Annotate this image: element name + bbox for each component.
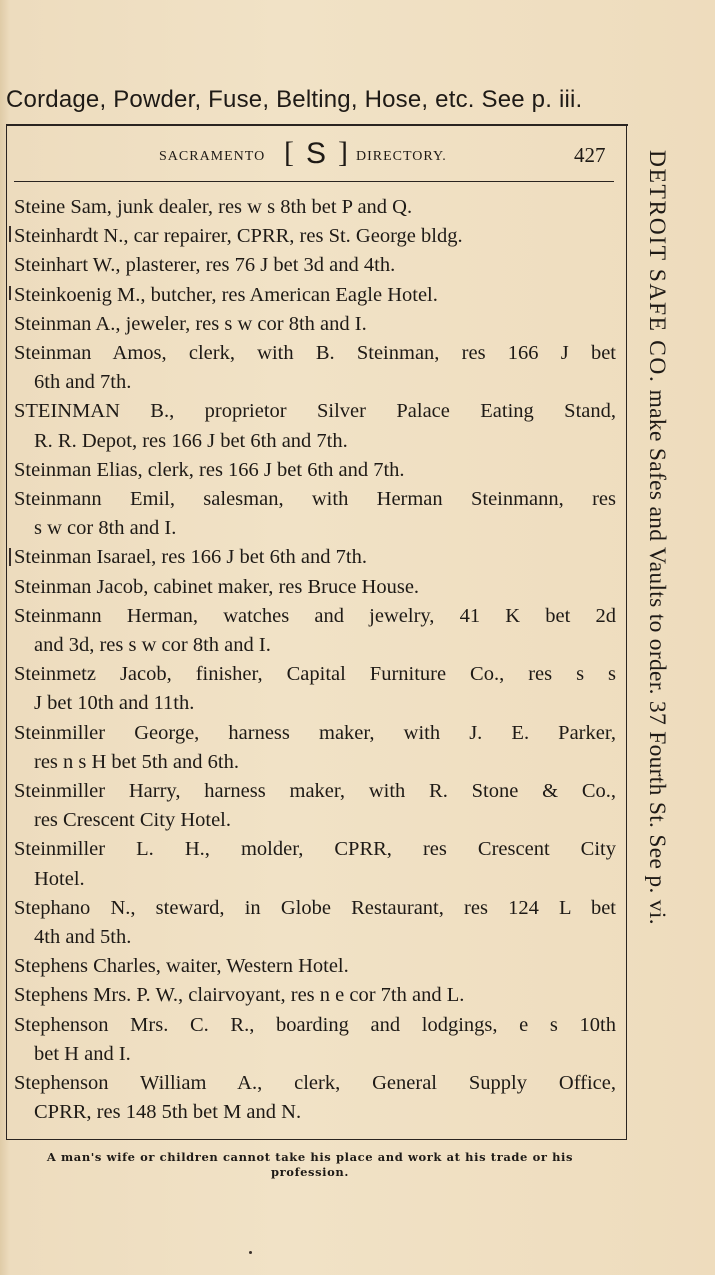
page-speck (249, 1251, 252, 1254)
entry-line: Stephano N., steward, in Globe Restaurant, res 124 L bet (14, 896, 616, 919)
entry-line: STEINMAN B., proprietor Silver Palace Eating Stand, (14, 400, 616, 423)
running-head-right-bracket: ] (338, 136, 348, 169)
margin-mark (9, 226, 11, 242)
margin-mark (9, 548, 11, 566)
frame-top-rule (6, 124, 628, 126)
frame-right-rule (626, 124, 627, 1140)
page-number: 427 (574, 143, 606, 167)
entry-line: Stephens Mrs. P. W., clairvoyant, res n e cor 7th and L. (14, 984, 465, 1007)
running-head-left-bracket: [ (284, 136, 294, 169)
entry-line: Steinmiller Harry, harness maker, with R. Stone & Co., (14, 780, 616, 803)
entry-line: Stephenson William A., clerk, General Supply Office, (14, 1072, 616, 1095)
running-head-title: DIRECTORY. (356, 149, 447, 164)
side-advert (640, 150, 674, 1125)
entry-continuation-line: CPRR, res 148 5th bet M and N. (34, 1101, 302, 1124)
entry-line: Steinmiller L. H., molder, CPRR, res Crescent City (14, 838, 616, 861)
entry-line: Stephenson Mrs. C. R., boarding and lodgings, e s 10th (14, 1013, 616, 1036)
entry-continuation-line: Hotel. (34, 867, 85, 890)
running-head-section-letter: S (306, 137, 327, 170)
entry-continuation-line: and 3d, res s w cor 8th and I. (34, 634, 271, 657)
side-advert-text: make Safes and Vaults to order. 37 Fourth St. See p. vi. (644, 383, 670, 925)
directory-entry (14, 719, 616, 777)
entry-line: Steinkoenig M., butcher, res American Eagle Hotel. (14, 283, 438, 306)
directory-entry (14, 485, 616, 543)
entry-line: Steinman A., jeweler, res s w cor 8th and I. (14, 312, 367, 335)
entry-continuation-line: res Crescent City Hotel. (34, 809, 231, 832)
entry-continuation-line: R. R. Depot, res 166 J bet 6th and 7th. (34, 429, 348, 452)
directory-entries (14, 193, 616, 1128)
directory-entry (14, 602, 616, 660)
directory-entry (14, 952, 616, 981)
directory-entry (14, 339, 616, 397)
side-advert-company: DETROIT SAFE CO. (644, 150, 670, 384)
directory-entry (14, 981, 616, 1010)
directory-entry (14, 660, 616, 718)
entry-line: Steinman Amos, clerk, with B. Steinman, res 166 J bet (14, 342, 616, 365)
margin-mark (9, 286, 11, 300)
directory-entry (14, 894, 616, 952)
running-head-rule (14, 181, 614, 182)
entry-continuation-line: bet H and I. (34, 1042, 131, 1065)
frame-left-rule (6, 124, 7, 1140)
entry-line: Steinhardt N., car repairer, CPRR, res St. George bldg. (14, 225, 463, 248)
entry-line: Steinmann Herman, watches and jewelry, 41 K bet 2d (14, 604, 616, 627)
running-head-city: SACRAMENTO (159, 149, 266, 164)
directory-entry (14, 835, 616, 893)
directory-entry (14, 1069, 616, 1127)
directory-entry (14, 397, 616, 455)
directory-entry (14, 251, 616, 280)
entry-line: Steinman Jacob, cabinet maker, res Bruce House. (14, 575, 420, 598)
top-advert-banner: Cordage, Powder, Fuse, Belting, Hose, etc. See p. iii. (6, 86, 583, 113)
directory-entry (14, 222, 616, 251)
entry-line: Steinman Isarael, res 166 J bet 6th and 7th. (14, 546, 367, 569)
directory-entry (14, 543, 616, 572)
entry-line: Steinhart W., plasterer, res 76 J bet 3d and 4th. (14, 254, 396, 277)
directory-entry (14, 573, 616, 602)
entry-continuation-line: 6th and 7th. (34, 371, 132, 394)
entry-continuation-line: res n s H bet 5th and 6th. (34, 750, 239, 773)
directory-entry (14, 456, 616, 485)
directory-entry (14, 193, 616, 222)
entry-line: Steinman Elias, clerk, res 166 J bet 6th and 7th. (14, 458, 405, 481)
entry-line: Steine Sam, junk dealer, res w s 8th bet P and Q. (14, 196, 413, 218)
running-head (14, 138, 614, 178)
entry-continuation-line: J bet 10th and 11th. (34, 692, 195, 715)
directory-entry (14, 281, 616, 310)
entry-line: Steinmann Emil, salesman, with Herman Steinmann, res (14, 488, 616, 511)
entry-continuation-line: s w cor 8th and I. (34, 517, 177, 540)
entry-continuation-line: 4th and 5th. (34, 926, 132, 949)
footer-quote: A man's wife or children cannot take his place and work at his trade or his profession. (46, 1150, 574, 1179)
directory-entry (14, 1011, 616, 1069)
directory-entry (14, 777, 616, 835)
directory-entry (14, 310, 616, 339)
entry-line: Stephens Charles, waiter, Western Hotel. (14, 955, 349, 978)
frame-bottom-rule (6, 1139, 626, 1140)
entry-line: Steinmiller George, harness maker, with J. E. Parker, (14, 721, 616, 744)
entry-line: Steinmetz Jacob, finisher, Capital Furniture Co., res s s (14, 663, 616, 686)
